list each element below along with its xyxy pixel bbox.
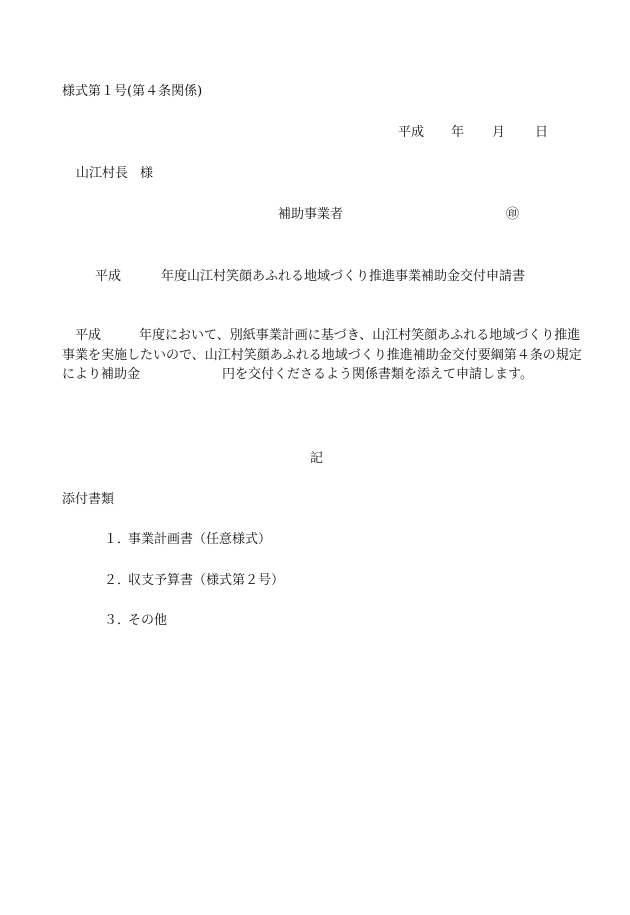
date-line	[398, 124, 548, 142]
document-title	[95, 268, 525, 286]
form-id-label: 様式第１号(第４条関係)	[62, 84, 203, 99]
seal-mark: ㊞	[506, 207, 520, 222]
attachment-item	[104, 572, 284, 590]
applicant-label: 補助事業者	[278, 207, 344, 222]
attachment-item	[104, 612, 167, 630]
attachments-heading: 添付書類	[62, 492, 115, 507]
attachment-number: ３．	[104, 613, 131, 628]
date-era: 平成	[398, 125, 425, 140]
recipient-line	[76, 165, 153, 183]
attachment-text: その他	[128, 613, 168, 628]
title-era: 平成	[95, 269, 122, 284]
recipient-name: 山江村長	[76, 166, 129, 181]
date-day: 日	[535, 125, 549, 140]
attachment-text: 事業計画書（任意様式）	[128, 532, 272, 547]
attachment-number: １．	[104, 532, 131, 547]
attachment-item	[104, 531, 271, 549]
application-body	[62, 326, 582, 385]
date-month: 月	[492, 125, 506, 140]
recipient-honorific: 様	[140, 166, 154, 181]
ki-heading: 記	[310, 451, 324, 466]
date-year: 年	[451, 125, 465, 140]
attachment-number: ２．	[104, 573, 131, 588]
body-text-part1: 年度において、別紙事業計画に基づき、山江村笑顔あふれる地域づくり推進事業を実施したいので、山江村笑顔あふれる地域づくり推進補助金交付要綱第４条の規定により補助金	[62, 328, 582, 382]
body-text-part2: 円を交付くださるよう関係書類を添えて申請します。	[222, 367, 533, 382]
attachment-text: 収支予算書（様式第２号）	[128, 573, 285, 588]
body-era: 平成	[75, 328, 102, 343]
title-text: 年度山江村笑顔あふれる地域づくり推進事業補助金交付申請書	[161, 269, 526, 284]
